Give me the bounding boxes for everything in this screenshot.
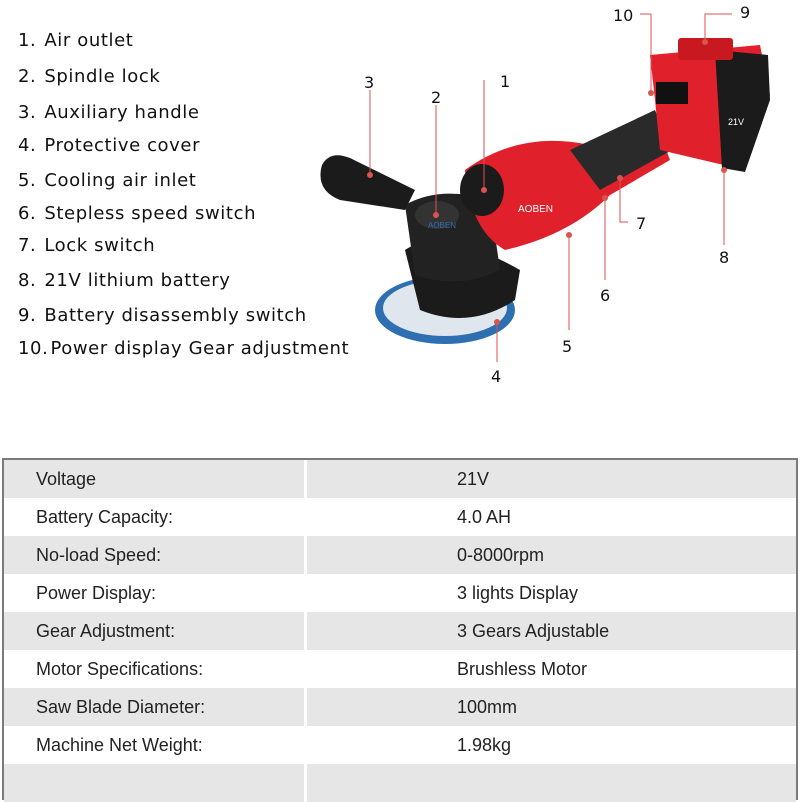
callout-number: 6 [600,286,611,305]
part-item [18,135,200,156]
spec-row [4,726,796,764]
callout-number: 7 [636,214,647,233]
part-item [18,66,160,87]
part-item [18,170,196,191]
spec-name: Machine Net Weight: [4,726,304,764]
battery-voltage-text: 21V [728,117,745,127]
part-number: 10. [18,338,49,359]
spec-name: No-load Speed: [4,536,304,574]
callout-dot [648,90,654,96]
spec-row [4,498,796,536]
spec-value [307,764,796,802]
auxiliary-handle [320,155,415,210]
spec-name: Saw Blade Diameter: [4,688,304,726]
part-item [18,102,200,123]
callout-dot [702,39,708,45]
spec-row [4,460,796,498]
part-label: Air outlet [44,30,134,51]
callout-number: 3 [364,73,375,92]
callout-number: 5 [562,337,573,356]
part-item [18,305,307,326]
part-label: Protective cover [44,135,201,156]
part-number: 7. [18,235,37,256]
part-number: 3. [18,102,37,123]
housing-brand-text: AOBEN [518,204,554,215]
spec-value: 4.0 AH [307,498,796,536]
spec-row [4,612,796,650]
spec-name [4,764,304,802]
part-item [18,30,133,51]
part-number: 4. [18,135,37,156]
part-label: Stepless speed switch [44,203,257,224]
part-number: 8. [18,270,37,291]
leader-line [640,14,651,93]
battery-side [715,50,770,172]
part-item [18,235,155,256]
part-number: 2. [18,66,37,87]
spec-name: Voltage [4,460,304,498]
callout-dot [602,195,608,201]
spec-row-empty [4,764,796,802]
callout-number: 10 [613,6,634,25]
callout-dot [721,167,727,173]
part-number: 1. [18,30,37,51]
callout-number: 8 [719,248,730,267]
angle-grinder-illustration [300,0,800,400]
spec-value: 3 lights Display [307,574,796,612]
callout-dot [367,172,373,178]
spec-row [4,688,796,726]
part-label: Spindle lock [44,66,161,87]
spec-value: 0-8000rpm [307,536,796,574]
part-number: 9. [18,305,37,326]
spec-value: Brushless Motor [307,650,796,688]
spec-row [4,650,796,688]
part-label: 21V lithium battery [44,270,231,291]
part-label: Power display Gear adjustment [50,338,350,359]
callout-number: 4 [491,367,502,386]
part-number: 5. [18,170,37,191]
callout-number: 9 [740,3,751,22]
callout-dot [481,187,487,193]
part-item [18,270,231,291]
part-label: Auxiliary handle [44,102,200,123]
power-display [656,82,688,104]
callout-dot [433,212,439,218]
spec-name: Gear Adjustment: [4,612,304,650]
callout-dot [494,319,500,325]
spec-value: 1.98kg [307,726,796,764]
spec-row [4,574,796,612]
spec-row [4,536,796,574]
part-label: Lock switch [44,235,156,256]
part-number: 6. [18,203,37,224]
spec-name: Battery Capacity: [4,498,304,536]
callout-dot [566,232,572,238]
callout-number: 2 [431,88,442,107]
callout-number: 1 [500,72,511,91]
spec-value: 21V [307,460,796,498]
spec-name: Motor Specifications: [4,650,304,688]
leader-line [705,14,732,42]
spec-table [2,458,798,800]
part-label: Cooling air inlet [44,170,197,191]
callout-dot [617,175,623,181]
part-item [18,203,256,224]
spec-value: 3 Gears Adjustable [307,612,796,650]
spec-value: 100mm [307,688,796,726]
spec-name: Power Display: [4,574,304,612]
disc-brand-text: AOBEN [428,221,457,230]
part-label: Battery disassembly switch [44,305,307,326]
